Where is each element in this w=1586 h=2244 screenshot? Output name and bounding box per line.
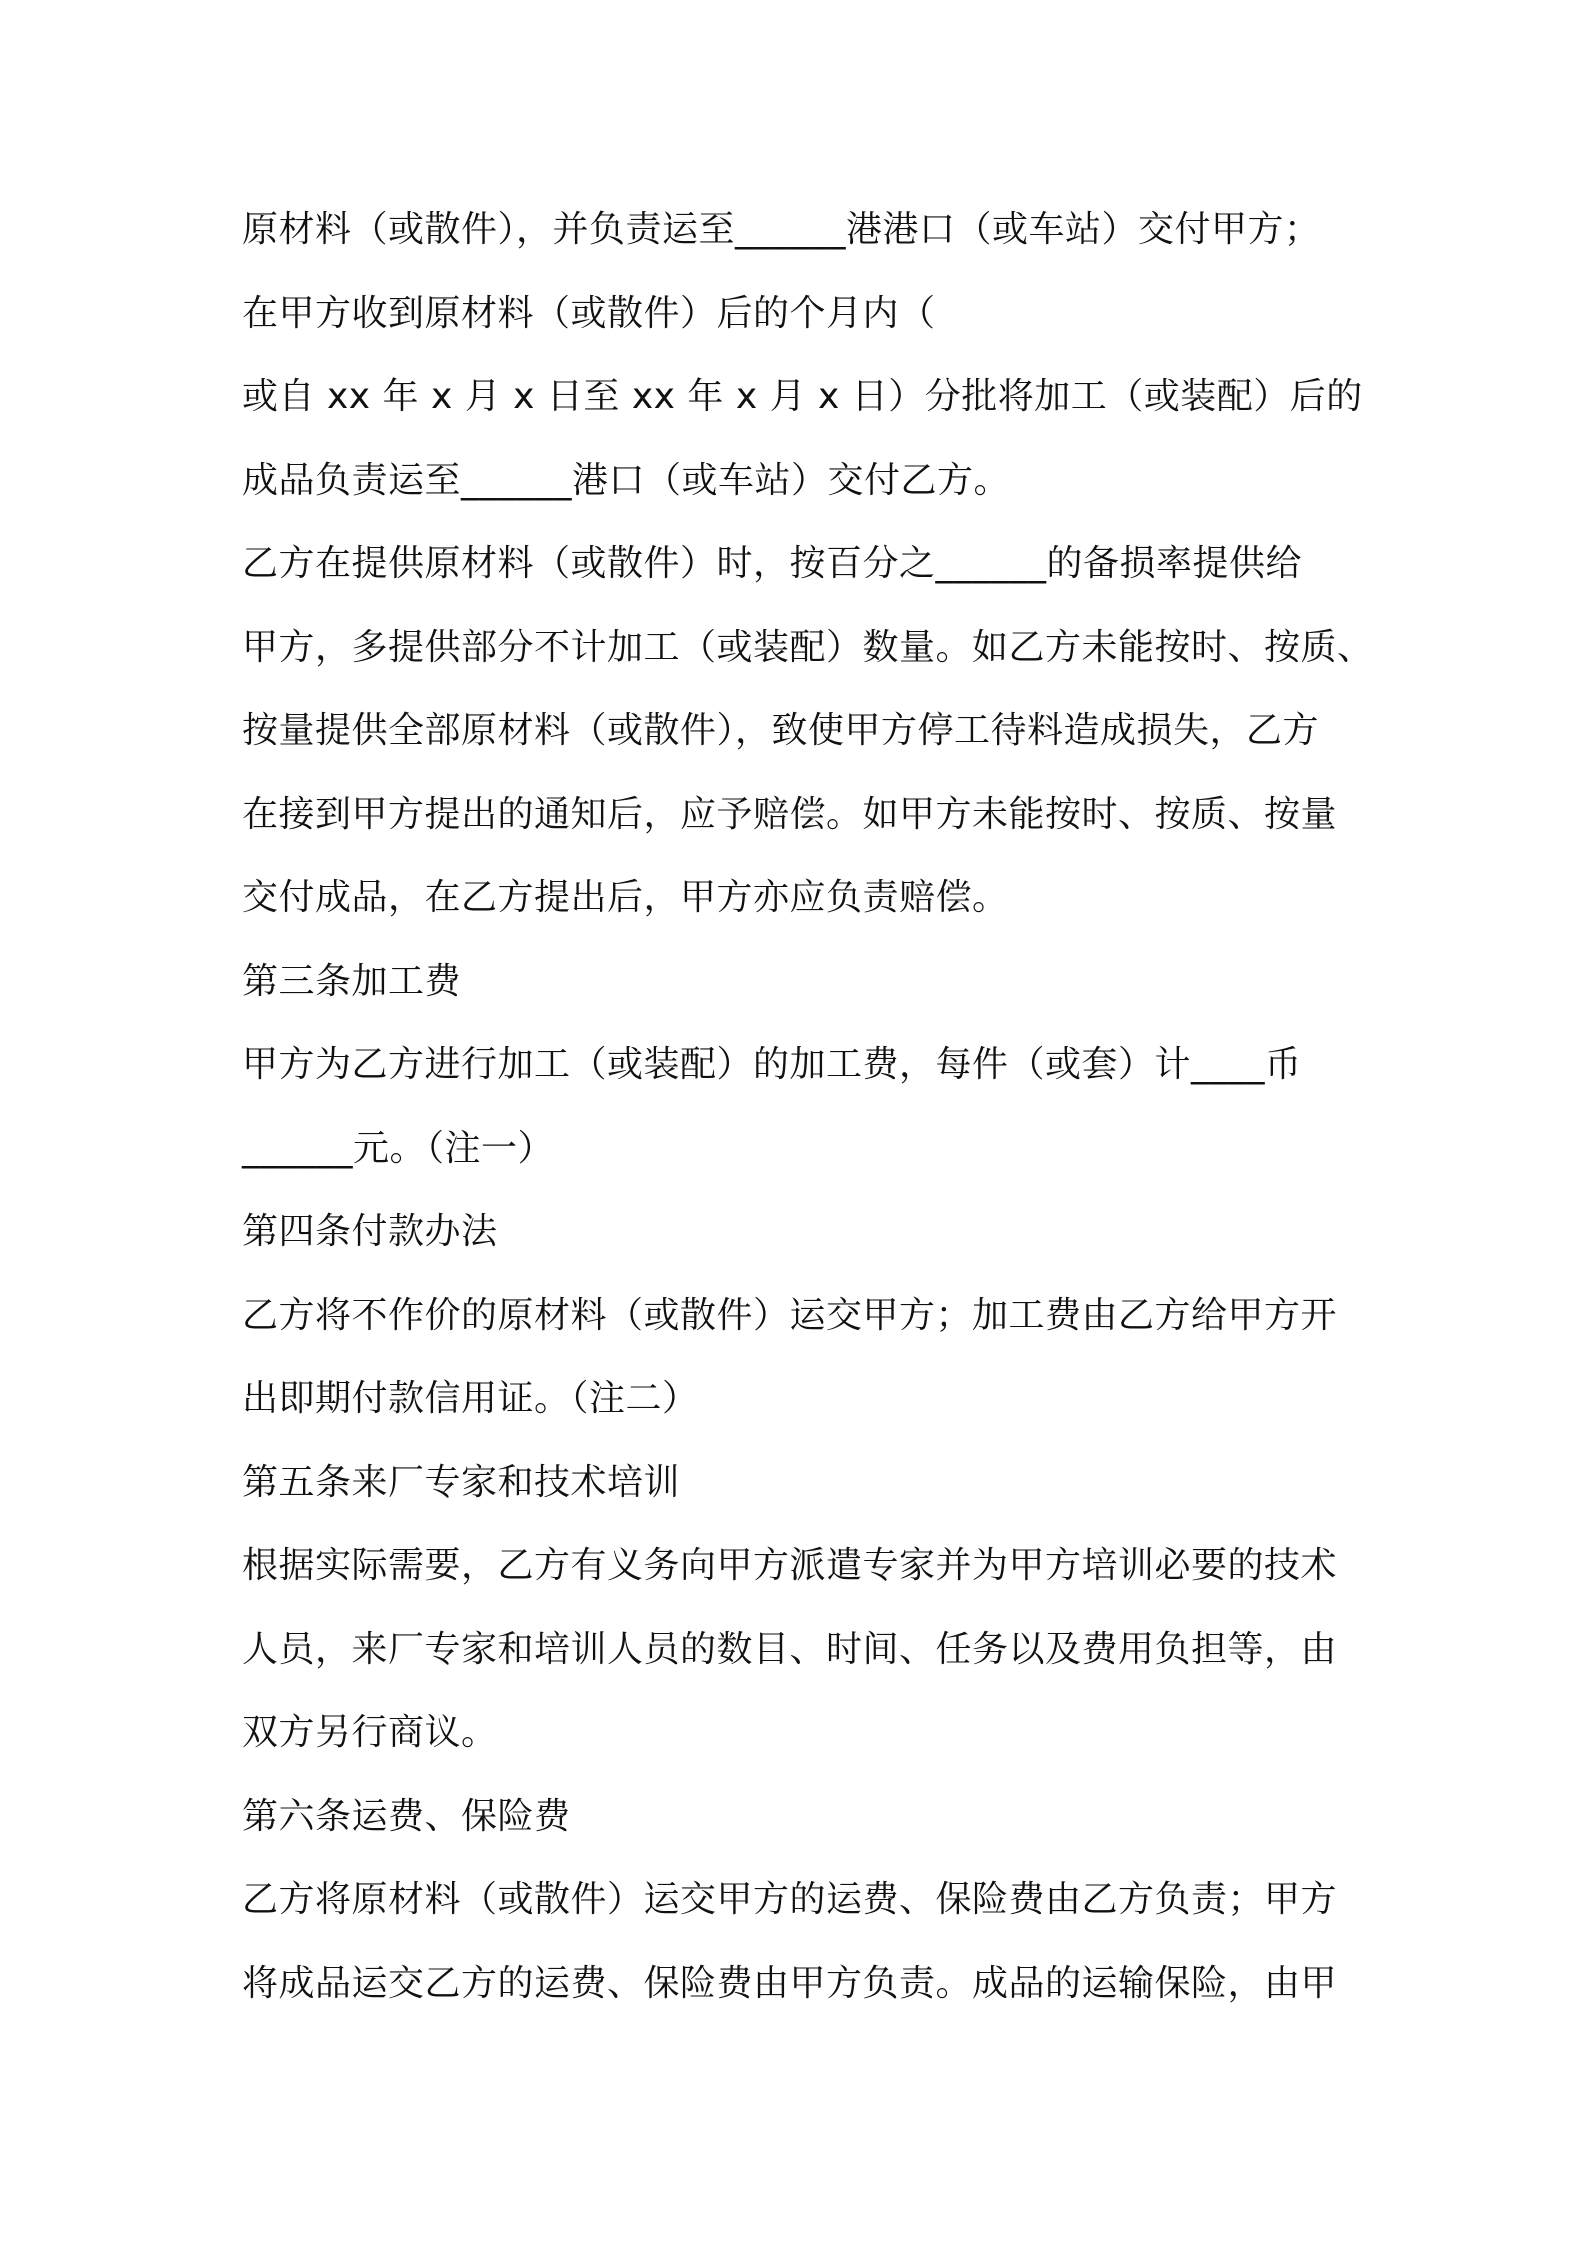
- section-heading-article-4: 第四条付款办法: [242, 1211, 498, 1252]
- text-line: 人员，来厂专家和培训人员的数目、时间、任务以及费用负担等，由: [242, 1628, 1338, 1670]
- text-line: ______元。（注一）: [242, 1127, 555, 1169]
- section-heading-article-6: 第六条运费、保险费: [242, 1795, 571, 1837]
- text-line: 按量提供全部原材料（或散件），致使甲方停工待料造成损失，乙方: [242, 710, 1320, 751]
- text-line: 出即期付款信用证。（注二）: [242, 1378, 699, 1419]
- text-line: 双方另行商议。: [242, 1712, 498, 1753]
- text-line: 或自 xx 年 x 月 x 日至 xx 年 x 月 x 日）分批将加工（或装配）后的: [242, 376, 1363, 417]
- section-heading-article-3: 第三条加工费: [242, 960, 462, 1002]
- document-body: [242, 196, 1374, 2033]
- text-line: 甲方，多提供部分不计加工（或装配）数量。如乙方未能按时、按质、: [242, 626, 1374, 668]
- text-line: 在甲方收到原材料（或散件）后的个月内（: [242, 292, 936, 334]
- text-line: 甲方为乙方进行加工（或装配）的加工费，每件（或套）计____币: [242, 1044, 1302, 1085]
- text-line: 在接到甲方提出的通知后，应予赔偿。如甲方未能按时、按质、按量: [242, 793, 1338, 835]
- text-line: 根据实际需要，乙方有义务向甲方派遣专家并为甲方培训必要的技术: [242, 1545, 1338, 1586]
- text-line: 乙方将不作价的原材料（或散件）运交甲方；加工费由乙方给甲方开: [242, 1294, 1338, 1336]
- text-line: 交付成品，在乙方提出后，甲方亦应负责赔偿。: [242, 877, 1009, 918]
- text-line: 乙方将原材料（或散件）运交甲方的运费、保险费由乙方负责；甲方: [242, 1879, 1338, 1920]
- text-line: 将成品运交乙方的运费、保险费由甲方负责。成品的运输保险，由甲: [242, 1962, 1338, 2004]
- text-line: 乙方在提供原材料（或散件）时，按百分之______的备损率提供给: [242, 543, 1303, 584]
- text-line: 成品负责运至______港口（或车站）交付乙方。: [242, 459, 1011, 501]
- text-line: 原材料（或散件），并负责运至______港港口（或车站）交付甲方；: [242, 209, 1321, 250]
- section-heading-article-5: 第五条来厂专家和技术培训: [242, 1461, 681, 1503]
